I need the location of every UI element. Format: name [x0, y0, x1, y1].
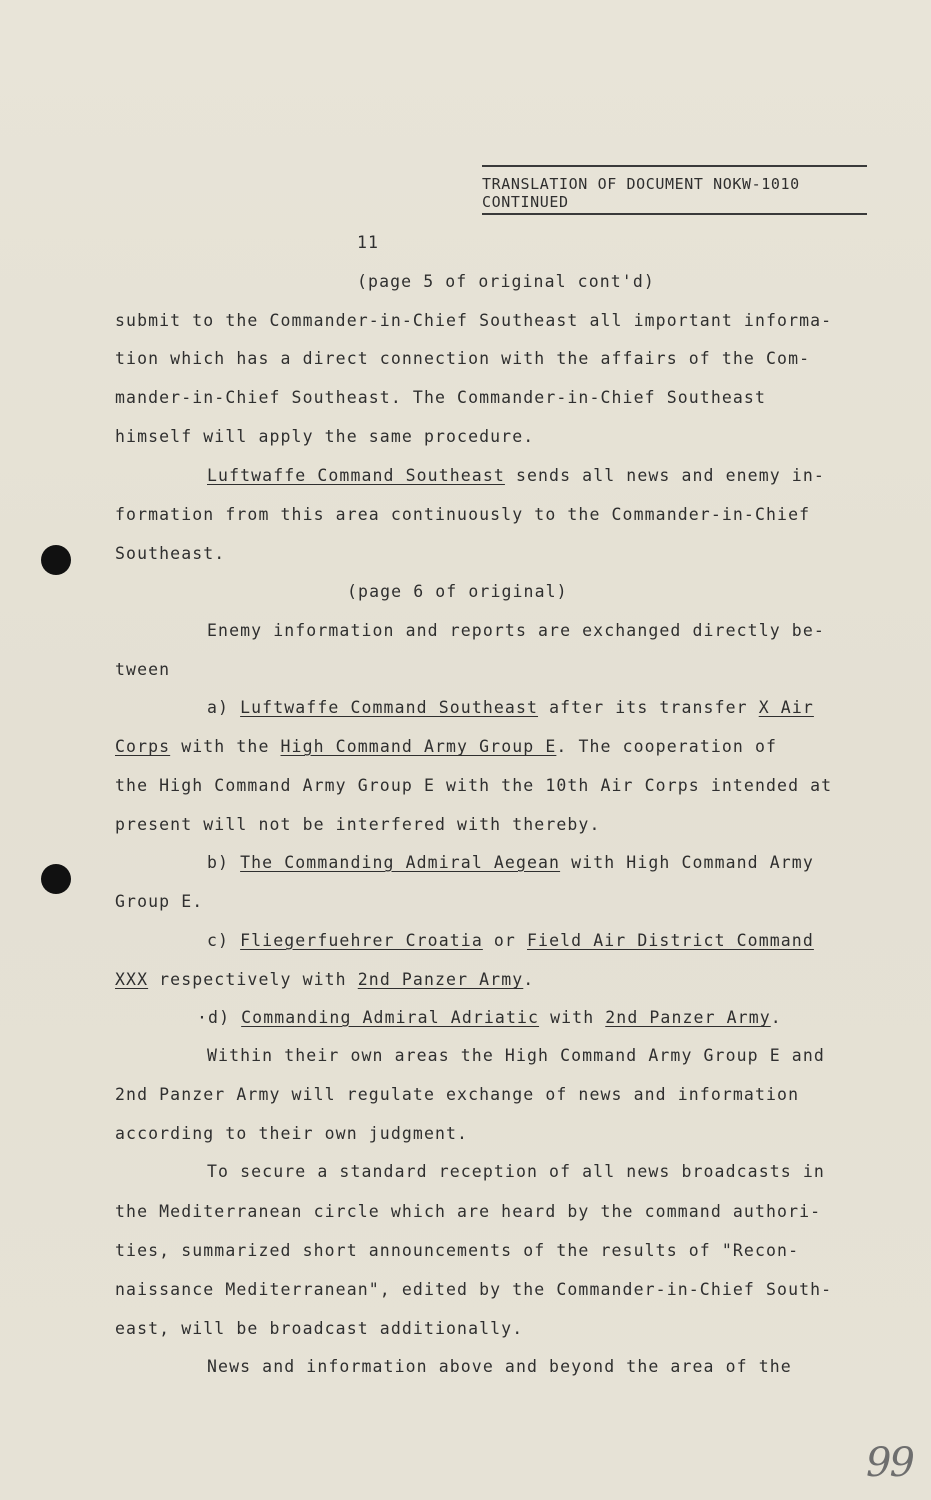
- list-item-c: [207, 931, 814, 951]
- text-span: with: [539, 1008, 606, 1027]
- paragraph-line: Enemy information and reports are exchanged directly be-: [207, 621, 825, 640]
- underlined-term: 2nd Panzer Army: [357, 970, 524, 989]
- text-span: or: [482, 931, 527, 950]
- text-span: with the: [170, 737, 281, 756]
- paragraph-line: [115, 737, 777, 757]
- page-note-6: (page 6 of original): [347, 582, 568, 601]
- underlined-term: Corps: [115, 737, 171, 756]
- text-span: after its transfer: [538, 698, 759, 717]
- paragraph-line: the High Command Army Group E with the 10th Air Corps intended at: [115, 776, 833, 795]
- paragraph-line: formation from this area continuously to the Commander-in-Chief: [115, 505, 811, 524]
- header-continued: CONTINUED: [482, 193, 569, 211]
- header-title: TRANSLATION OF DOCUMENT NOKW-1010: [482, 175, 800, 193]
- paragraph-line: [207, 466, 825, 486]
- paragraph-line: Within their own areas the High Command Army Group E and: [207, 1046, 825, 1065]
- text-span: respectively with: [148, 970, 358, 989]
- paragraph-line: tion which has a direct connection with the affairs of the Com-: [115, 349, 811, 368]
- text-span: c): [207, 931, 241, 950]
- header-top-rule: [482, 165, 867, 167]
- paragraph-line: News and information above and beyond the area of the: [207, 1357, 792, 1376]
- paragraph-line: ties, summarized short announcements of the results of "Recon-: [115, 1241, 800, 1260]
- paragraph-line: present will not be interfered with thereby.: [115, 815, 601, 834]
- paragraph-line: 2nd Panzer Army will regulate exchange of news and information: [115, 1085, 800, 1104]
- list-item-b: [207, 853, 814, 873]
- underlined-term: 2nd Panzer Army: [605, 1008, 771, 1027]
- text-span: sends all news and enemy in-: [504, 466, 825, 485]
- text-span: . The cooperation of: [556, 737, 778, 756]
- text-span: a): [207, 698, 241, 717]
- underlined-term: Luftwaffe Command Southeast: [240, 698, 539, 717]
- underlined-term: XXX: [115, 970, 149, 989]
- underlined-term: Field Air District Command: [527, 931, 814, 950]
- paragraph-line: To secure a standard reception of all news broadcasts in: [207, 1162, 825, 1181]
- text-span: b): [207, 853, 241, 872]
- underlined-term: X Air: [758, 698, 814, 717]
- text-span: with High Command Army: [560, 853, 814, 872]
- list-item-d: [197, 1008, 782, 1028]
- list-item-a: [207, 698, 814, 718]
- paragraph-line: the Mediterranean circle which are heard by the command authori-: [115, 1202, 822, 1221]
- document-header: [482, 165, 867, 215]
- text-span: .: [770, 1008, 782, 1027]
- paragraph-line: submit to the Commander-in-Chief Southeast all important informa-: [115, 311, 833, 330]
- paragraph-line: himself will apply the same procedure.: [115, 427, 535, 446]
- paragraph-line: tween: [115, 660, 171, 679]
- header-bottom-rule: [482, 213, 867, 215]
- paragraph-line: naissance Mediterranean", edited by the Commander-in-Chief South-: [115, 1280, 833, 1299]
- section-number: 11: [357, 233, 380, 252]
- binder-hole: [41, 864, 71, 894]
- paragraph-line: east, will be broadcast additionally.: [115, 1319, 524, 1338]
- paragraph-line: Group E.: [115, 892, 204, 911]
- text-span: ·d): [197, 1008, 242, 1027]
- handwritten-page-number: 99: [866, 1440, 913, 1486]
- paragraph-line: Southeast.: [115, 544, 226, 563]
- binder-hole: [41, 545, 71, 575]
- underlined-term: High Command Army Group E: [280, 737, 557, 756]
- underlined-term: The Commanding Admiral Aegean: [240, 853, 561, 872]
- text-span: .: [523, 970, 535, 989]
- underlined-term: Commanding Admiral Adriatic: [241, 1008, 540, 1027]
- paragraph-line: according to their own judgment.: [115, 1124, 469, 1143]
- page-note-5: (page 5 of original cont'd): [357, 272, 655, 291]
- paragraph-line: [115, 970, 534, 990]
- underlined-term: Fliegerfuehrer Croatia: [240, 931, 483, 950]
- paragraph-line: mander-in-Chief Southeast. The Commander-in-Chief Southeast: [115, 388, 766, 407]
- underlined-term: Luftwaffe Command Southeast: [207, 466, 505, 485]
